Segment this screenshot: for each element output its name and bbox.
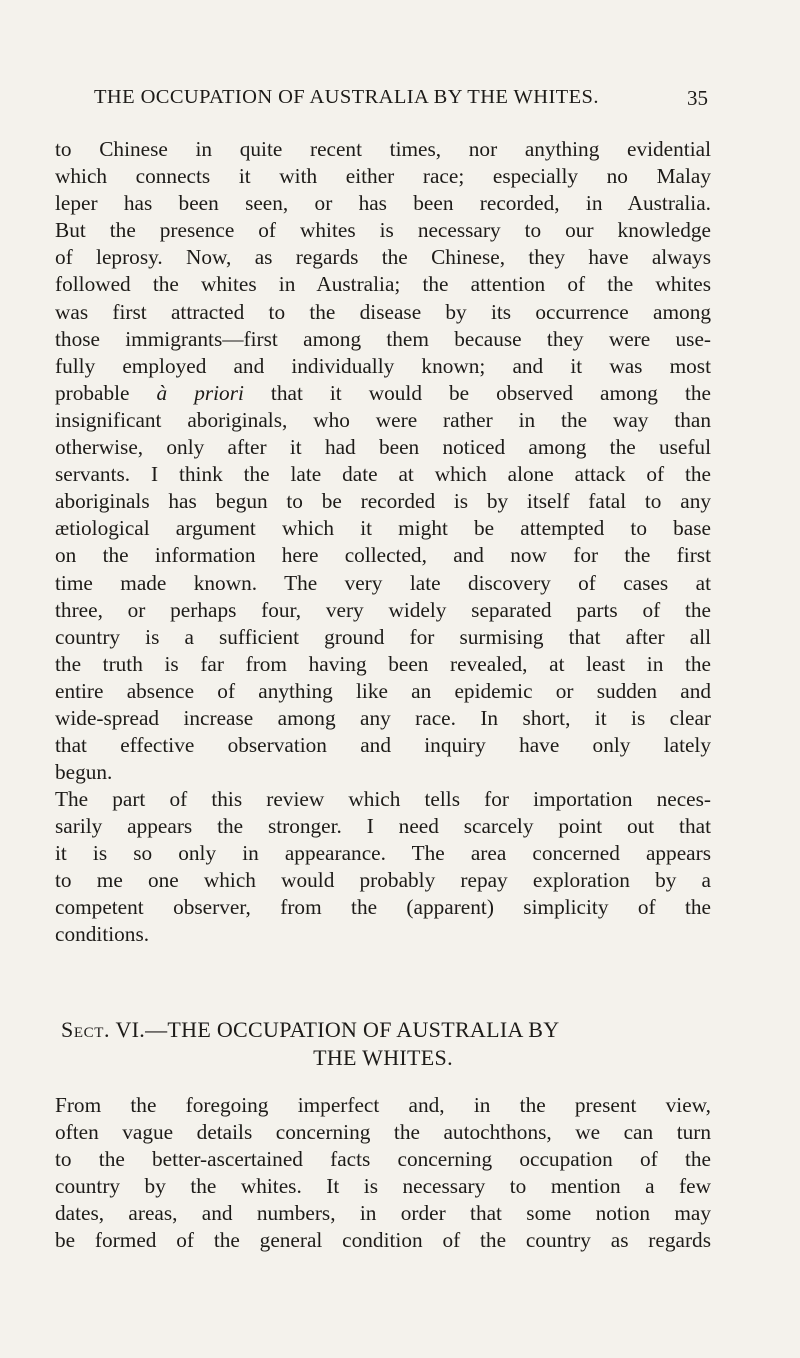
text-line: country by the whites. It is necessary to mention a few: [55, 1174, 711, 1199]
section-title-part-1: —THE OCCUPATION OF AUSTRALIA BY: [145, 1017, 560, 1042]
latin-phrase: à priori: [156, 380, 244, 405]
text-line: that effective observation and inquiry have only lately: [55, 733, 711, 758]
text-line: otherwise, only after it had been noticed among the useful: [55, 435, 711, 460]
text-line: which connects it with either race; especially no Malay: [55, 164, 711, 189]
text-line: time made known. The very late discovery of cases at: [55, 570, 711, 595]
running-title: THE OCCUPATION OF AUSTRALIA BY THE WHITES.: [94, 86, 599, 108]
text-line: leper has been seen, or has been recorded, in Australia.: [55, 191, 711, 216]
text-line: fully employed and individually known; and it was most: [55, 353, 711, 378]
text-line: From the foregoing imperfect and, in the present view,: [55, 1093, 711, 1117]
section-heading-line: [55, 1016, 711, 1044]
page-number: 35: [687, 86, 708, 110]
text-line: dates, areas, and numbers, in order that some notion may: [55, 1201, 711, 1226]
text-line: the truth is far from having been revealed, at least in the: [55, 651, 711, 676]
text-line: often vague details concerning the autochthons, we can turn: [55, 1120, 711, 1145]
section-title-part-2: THE WHITES.: [313, 1045, 453, 1070]
text-line: conditions.: [55, 922, 150, 947]
text-line: country is a sufficient ground for surmising that after all: [55, 624, 711, 649]
section-heading: [55, 1016, 711, 1072]
text-line: was first attracted to the disease by its occurrence among: [55, 299, 711, 324]
text-line: servants. I think the late date at which alone attack of the: [55, 462, 711, 487]
text-line: followed the whites in Australia; the attention of the whites: [55, 272, 711, 297]
text-line: competent observer, from the (apparent) simplicity of the: [55, 895, 711, 920]
text-line: The part of this review which tells for importation neces-: [55, 787, 711, 811]
text-line: But the presence of whites is necessary to our knowledge: [55, 218, 711, 243]
text-line: be formed of the general condition of the country as regards: [55, 1228, 711, 1253]
text-line: wide-spread increase among any race. In short, it is clear: [55, 705, 711, 730]
text-line: to the better-ascertained facts concerning occupation of the: [55, 1147, 711, 1172]
text-line: entire absence of anything like an epidemic or sudden and: [55, 678, 711, 703]
paragraph-continuation: [55, 136, 711, 786]
text-line: it is so only in appearance. The area concerned appears: [55, 841, 711, 866]
text-line: to me one which would probably repay exploration by a: [55, 868, 711, 893]
text-line: to Chinese in quite recent times, nor anything evidential: [55, 137, 711, 161]
text-line: on the information here collected, and now for the first: [55, 543, 711, 568]
paragraph-importation: [55, 786, 711, 949]
text-line: of leprosy. Now, as regards the Chinese, they have always: [55, 245, 711, 270]
text-line: sarily appears the stronger. I need scarcely point out that: [55, 814, 711, 839]
text-line: aboriginals has begun to be recorded is by itself fatal to any: [55, 489, 711, 514]
text-line: ætiological argument which it might be attempted to base: [55, 516, 711, 541]
text-line: insignificant aboriginals, who were rather in the way than: [55, 407, 711, 432]
text-line: those immigrants—first among them because they were use-: [55, 326, 711, 351]
paragraph-occupation: [55, 1092, 711, 1255]
text-line: probable à priori that it would be observed among the: [55, 380, 711, 405]
text-line: begun.: [55, 760, 113, 785]
text-line: three, or perhaps four, very widely separated parts of the: [55, 597, 711, 622]
running-head: [88, 86, 708, 112]
section-label: Sect.: [61, 1017, 111, 1042]
section-number: VI.: [115, 1017, 146, 1042]
